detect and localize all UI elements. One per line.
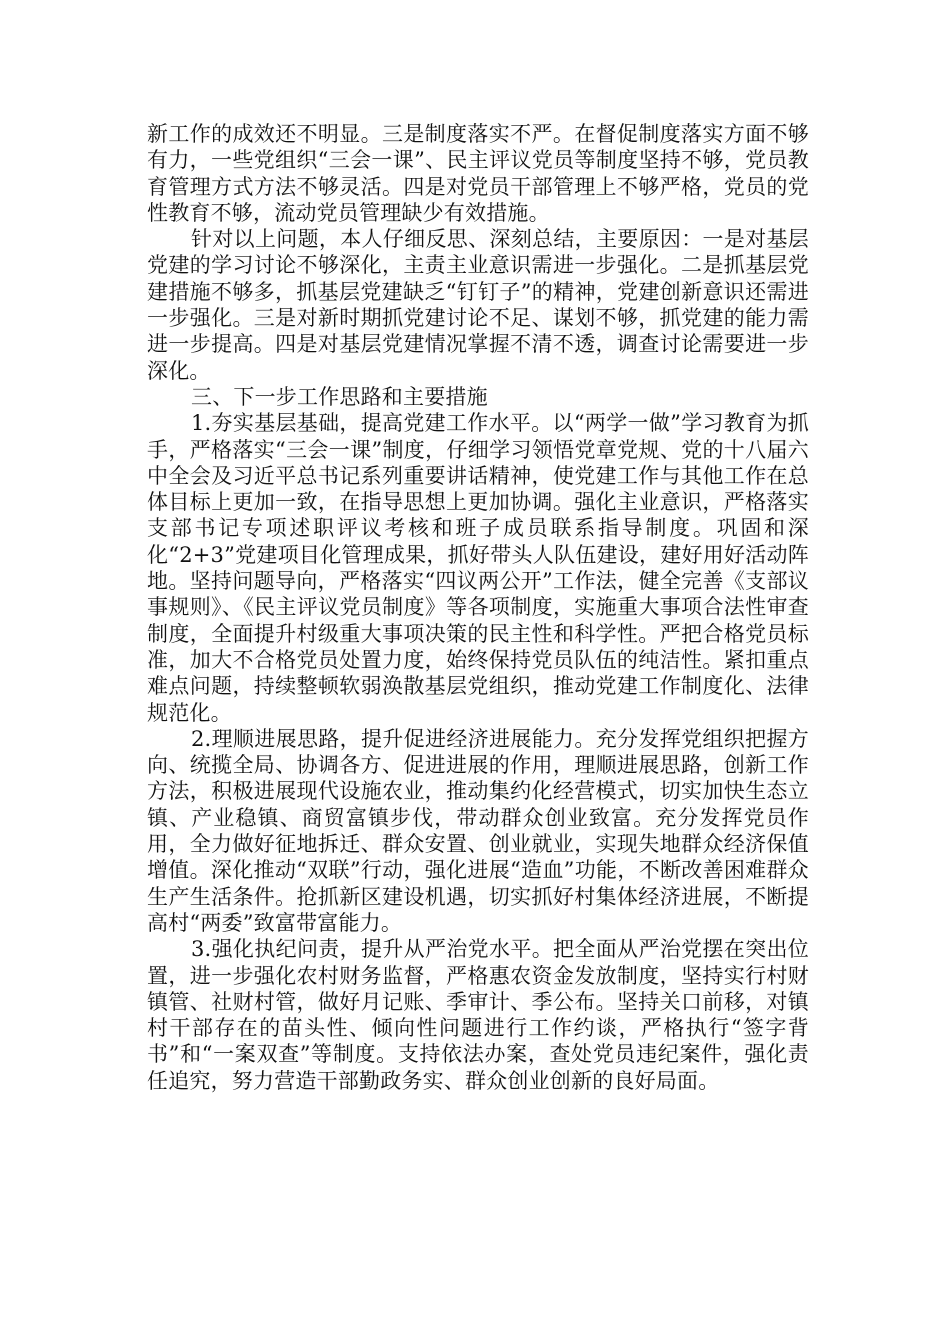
paragraph-measure-3: 3.强化执纪问责，提升从严治党水平。把全面从严治党摆在突出位置，进一步强化农村财务监督，严格惠农资金发放制度，坚持实行村财镇管、社财村管，做好月记账、季审计、季公布。坚持关口前移，对镇村干部存在的苗头性、倾向性问题进行工作约谈，严格执行“签字背书”和“一案双查”等制度。支持依法办案，查处党员违纪案件，强化责任追究，努力营造干部勤政务实、群众创业创新的良好局面。 [147, 937, 809, 1093]
paragraph-measure-2: 2.理顺进展思路，提升促进经济进展能力。充分发挥党组织把握方向、统揽全局、协调各方、促进进展的作用，理顺进展思路，创新工作方法，积极进展现代设施农业，推动集约化经营模式，切实加快生态立镇、产业稳镇、商贸富镇步伐，带动群众创业致富。充分发挥党员作用，全力做好征地拆迁、群众安置、创业就业，实现失地群众经济保值增值。深化推动“双联”行动，强化进展“造血”功能，不断改善困难群众生产生活条件。抢抓新区建设机遇，切实抓好村集体经济进展，不断提高村“两委”致富带富能力。 [147, 726, 809, 935]
paragraph-measure-1: 1.夯实基层基础，提高党建工作水平。以“两学一做”学习教育为抓手，严格落实“三会一课”制度，仔细学习领悟党章党规、党的十八届六中全会及习近平总书记系列重要讲话精神，使党建工作与其他工作在总体目标上更加一致，在指导思想上更加协调。强化主业意识，严格落实支部书记专项述职评议考核和班子成员联系指导制度。巩固和深化“2+3”党建项目化管理成果，抓好带头人队伍建设，建好用好活动阵地。坚持问题导向，严格落实“四议两公开”工作法，健全完善《支部议事规则》、《民主评议党员制度》等各项制度，实施重大事项合法性审查制度，全面提升村级重大事项决策的民主性和科学性。严把合格党员标准，加大不合格党员处置力度，始终保持党员队伍的纯洁性。紧扣重点难点问题，持续整顿软弱涣散基层党组织，推动党建工作制度化、法律规范化。 [147, 411, 809, 725]
document-body [147, 121, 809, 1094]
paragraph-causes: 针对以上问题，本人仔细反思、深刻总结，主要原因：一是对基层党建的学习讨论不够深化，主责主业意识需进一步强化。二是抓基层党建措施不够多，抓基层党建缺乏“钉钉子”的精神，党建创新意识还需进一步强化。三是对新时期抓党建讨论不足、谋划不够，抓党建的能力需进一步提高。四是对基层党建情况掌握不清不透，调查讨论需要进一步深化。 [147, 227, 809, 383]
paragraph-continuation: 新工作的成效还不明显。三是制度落实不严。在督促制度落实方面不够有力，一些党组织“三会一课”、民主评议党员等制度坚持不够，党员教育管理方式方法不够灵活。四是对党员干部管理上不够严格，党员的党性教育不够，流动党员管理缺少有效措施。 [147, 122, 809, 225]
section-heading: 三、下一步工作思路和主要措施 [191, 384, 488, 409]
